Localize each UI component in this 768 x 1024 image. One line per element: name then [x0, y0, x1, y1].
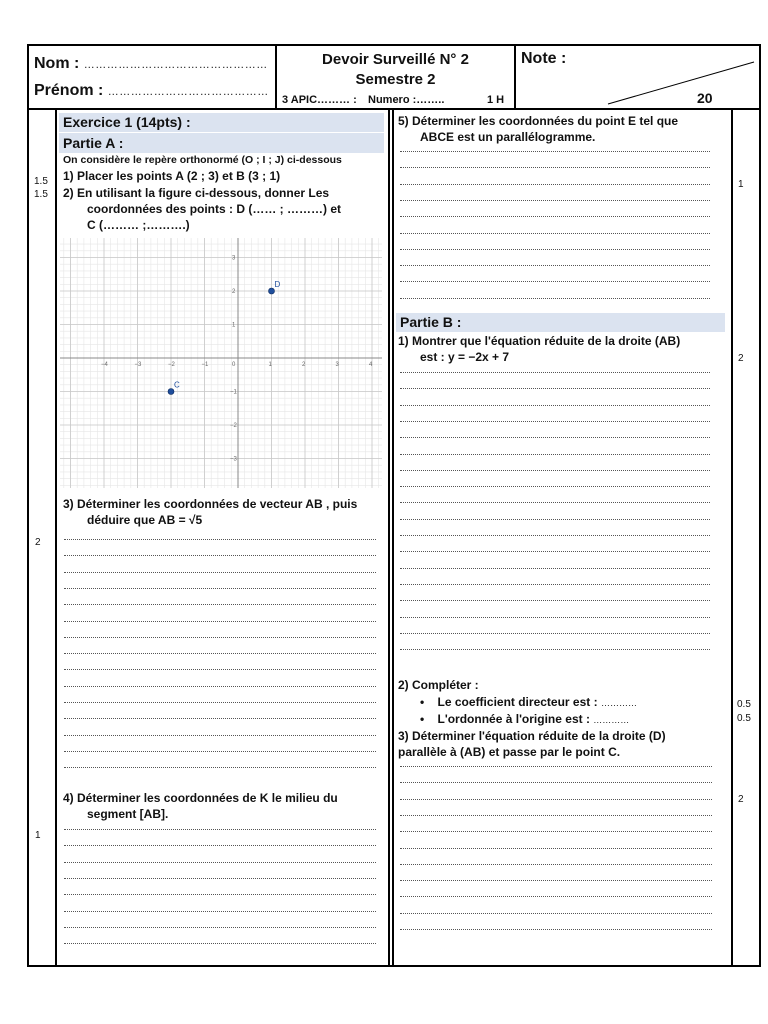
answer-line[interactable] [64, 588, 376, 589]
y-tick-label: 3 [232, 255, 236, 262]
partie-a-bar [59, 133, 384, 153]
b2-bullet-1[interactable]: • Le coefficient directeur est : ………… [420, 695, 637, 709]
question-3 [63, 496, 357, 528]
points-q2: 1.5 [34, 189, 48, 200]
answer-line[interactable] [400, 831, 712, 832]
answer-line[interactable] [64, 878, 376, 879]
answer-line[interactable] [400, 649, 710, 650]
answer-line[interactable] [64, 894, 376, 895]
answer-line[interactable] [400, 551, 710, 552]
answer-line[interactable] [400, 405, 710, 406]
answer-line[interactable] [64, 943, 376, 944]
answer-line[interactable] [64, 927, 376, 928]
answer-line[interactable] [400, 167, 710, 168]
duration-label: 1 H [487, 94, 505, 106]
answer-line[interactable] [400, 233, 710, 234]
question-1: 1) Placer les points A (2 ; 3) et B (3 ; 1) [63, 169, 281, 183]
answer-line[interactable] [400, 216, 710, 217]
intro-text: On considère le repère orthonormé (O ; I ; J) ci-dessous [63, 154, 342, 166]
answer-line[interactable] [400, 388, 710, 389]
partie-b-bar [396, 313, 725, 332]
answer-line[interactable] [400, 848, 712, 849]
points-b3: 2 [738, 794, 744, 805]
center-divider-a [388, 108, 390, 967]
partie-a-title: Partie A : [63, 135, 124, 151]
title-line-2: Semestre 2 [355, 71, 436, 88]
prenom-field[interactable]: Prénom : …………………………………… [34, 82, 269, 99]
answer-line[interactable] [64, 911, 376, 912]
answer-line[interactable] [400, 298, 710, 299]
answer-line[interactable] [400, 281, 710, 282]
answer-line[interactable] [64, 845, 376, 846]
answer-line[interactable] [400, 864, 712, 865]
x-tick-label: −3 [134, 362, 142, 368]
b1-line-2: est : y = −2x + 7 [420, 350, 510, 364]
answer-line[interactable] [400, 502, 710, 503]
answer-line[interactable] [64, 735, 376, 736]
q2-line-2: coordonnées des points : D (…… ; ………) et [87, 202, 342, 216]
answer-line[interactable] [64, 604, 376, 605]
header-col-2 [514, 44, 516, 108]
q4-line-1: 4) Déterminer les coordonnées de K le milieu du [63, 791, 338, 805]
class-label: 3 APIC……… : [282, 94, 357, 106]
b2-bullet-2[interactable]: • L'ordonnée à l'origine est : ………… [420, 712, 630, 726]
answer-line[interactable] [400, 470, 710, 471]
answer-line[interactable] [64, 767, 376, 768]
answer-line[interactable] [400, 913, 712, 914]
y-tick-label: 1 [232, 322, 236, 329]
nom-field[interactable]: Nom : ………………………………………… [34, 55, 268, 72]
b3-line-2: parallèle à (AB) et passe par le point C. [398, 745, 621, 759]
x-tick-label: −2 [168, 362, 175, 368]
answer-line[interactable] [64, 555, 376, 556]
y-tick-label: −3 [230, 456, 237, 463]
points-b1: 2 [738, 353, 744, 364]
question-b3 [398, 728, 666, 760]
answer-line[interactable] [400, 929, 712, 930]
answer-line[interactable] [400, 249, 710, 250]
right-margin-divider [731, 108, 733, 967]
answer-line[interactable] [400, 766, 712, 767]
title-line-1: Devoir Surveillé N° 2 [322, 51, 469, 68]
points-q1: 1.5 [34, 176, 48, 187]
b3-line-1: 3) Déterminer l'équation réduite de la droite (D) [398, 729, 666, 743]
y-tick-label: −2 [230, 423, 237, 429]
question-b2: 2) Compléter : [398, 678, 479, 692]
answer-line[interactable] [400, 535, 710, 536]
answer-line[interactable] [64, 862, 376, 863]
answer-line[interactable] [64, 653, 376, 654]
center-divider-b [392, 108, 394, 967]
x-tick-label: −4 [101, 362, 108, 368]
answer-line[interactable] [400, 568, 710, 569]
left-margin-divider [55, 108, 57, 967]
x-tick-label: 0 [232, 362, 236, 368]
question-2 [63, 185, 341, 233]
note-total: 20 [697, 90, 713, 106]
q3-line-2: déduire que AB = √5 [87, 513, 203, 527]
answer-line[interactable] [400, 896, 712, 897]
answer-line[interactable] [64, 539, 376, 540]
answer-line[interactable] [400, 799, 712, 800]
answer-line[interactable] [400, 454, 710, 455]
answer-line[interactable] [64, 686, 376, 687]
coordinate-graph [60, 238, 382, 488]
points-q5: 1 [738, 179, 744, 190]
answer-line[interactable] [64, 621, 376, 622]
answer-line[interactable] [400, 200, 710, 201]
points-q3: 2 [35, 537, 41, 548]
partie-b-title: Partie B : [400, 314, 462, 330]
y-tick-label: 2 [232, 289, 236, 295]
x-tick-label: 2 [302, 362, 306, 368]
x-tick-label: 4 [369, 362, 373, 368]
question-b1 [398, 333, 680, 365]
answer-line[interactable] [64, 718, 376, 719]
answer-line[interactable] [400, 486, 710, 487]
answer-line[interactable] [64, 637, 376, 638]
exam-title [277, 50, 514, 90]
answer-line[interactable] [64, 572, 376, 573]
header-divider [27, 108, 761, 110]
answer-line[interactable] [400, 265, 710, 266]
answer-line[interactable] [400, 372, 710, 373]
answer-line[interactable] [64, 669, 376, 670]
q5-line-2: ABCE est un parallélogramme. [420, 130, 596, 144]
x-tick-label: 3 [335, 362, 339, 368]
answer-line[interactable] [400, 617, 710, 618]
numero-label: Numero :…….. [368, 94, 445, 106]
points-b2b: 0.5 [737, 713, 751, 724]
question-5 [398, 113, 678, 145]
answer-line[interactable] [400, 880, 712, 881]
question-4 [63, 790, 338, 822]
answer-line[interactable] [400, 600, 710, 601]
note-label: Note : [521, 50, 567, 67]
x-tick-label: −1 [201, 362, 209, 368]
answer-line[interactable] [64, 702, 376, 703]
answer-line[interactable] [400, 633, 710, 634]
q3-line-1: 3) Déterminer les coordonnées de vecteur AB , puis [63, 497, 358, 511]
answer-line[interactable] [400, 519, 710, 520]
points-q4: 1 [35, 830, 41, 841]
y-tick-label: −1 [230, 389, 237, 396]
exercise-title: Exercice 1 (14pts) : [63, 114, 191, 130]
x-tick-label: 1 [268, 362, 272, 368]
note-slash [600, 56, 760, 108]
q2-line-3: C (……… ;……….) [87, 218, 190, 232]
point-label: C [174, 380, 180, 390]
point-label: D [274, 280, 281, 289]
q4-line-2: segment [AB]. [87, 807, 169, 821]
exercise-title-bar [59, 113, 384, 132]
q5-line-1: 5) Déterminer les coordonnées du point E tel que [398, 114, 679, 128]
answer-line[interactable] [400, 184, 710, 185]
answer-line[interactable] [400, 421, 710, 422]
answer-line[interactable] [400, 815, 712, 816]
q2-line-1: 2) En utilisant la figure ci-dessous, donner Les [63, 186, 330, 200]
answer-line[interactable] [400, 437, 710, 438]
answer-line[interactable] [64, 751, 376, 752]
points-b2a: 0.5 [737, 699, 751, 710]
answer-line[interactable] [400, 151, 710, 152]
b1-line-1: 1) Montrer que l'équation réduite de la droite (AB) [398, 334, 681, 348]
answer-line[interactable] [400, 584, 710, 585]
answer-line[interactable] [400, 782, 712, 783]
answer-line[interactable] [64, 829, 376, 830]
